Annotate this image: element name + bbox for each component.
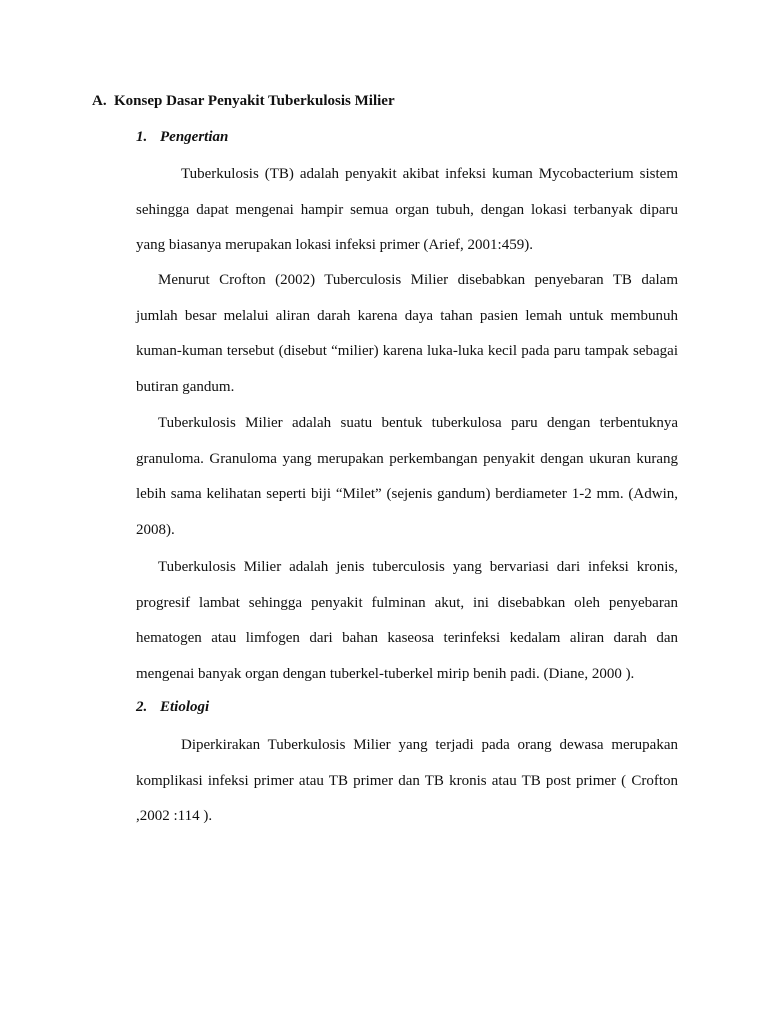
paragraph-etiologi-1 — [136, 735, 678, 842]
text-line: mengenai banyak organ dengan tuberkel-tuberkel mirip benih padi. (Diane, 2000 ). — [136, 665, 635, 682]
text-line: jumlah besar melalui aliran darah karena daya tahan pasien lemah untuk membunuh — [136, 307, 678, 324]
subsection-heading-pengertian — [136, 129, 228, 146]
text-line: butiran gandum. — [136, 378, 235, 395]
paragraph-pengertian-1 — [136, 164, 678, 271]
text-line: ,2002 :114 ). — [136, 808, 213, 824]
paragraph-pengertian-4 — [136, 557, 678, 699]
text-line: progresif lambat sehingga penyakit fulminan akut, ini disebabkan oleh penyebaran — [136, 594, 678, 611]
paragraph-pengertian-2 — [136, 270, 678, 412]
text-line: komplikasi infeksi primer atau TB primer dan TB kronis atau TB post primer ( Crofton — [136, 772, 678, 789]
text-line: Menurut Crofton (2002) Tuberculosis Milier disebabkan penyebaran TB dalam — [158, 272, 678, 288]
text-line: lebih sama kelihatan seperti biji “Milet” (sejenis gandum) berdiameter 1-2 mm. (Adwin, — [136, 486, 678, 502]
text-line: Tuberkulosis Milier adalah jenis tuberculosis yang bervariasi dari infeksi kronis, — [158, 559, 678, 575]
text-line: yang biasanya merupakan lokasi infeksi primer (Arief, 2001:459). — [136, 237, 533, 253]
subsection-title: Etiologi — [160, 699, 210, 715]
text-line: granuloma. Granuloma yang merupakan perkembangan penyakit dengan ukuran kurang — [136, 450, 678, 467]
text-line: hematogen atau limfogen dari bahan kaseosa terinfeksi kedalam aliran darah dan — [136, 630, 678, 646]
section-heading — [92, 93, 395, 110]
text-line: sehingga dapat mengenai hampir semua organ tubuh, dengan lokasi terbanyak diparu — [136, 201, 678, 218]
paragraph-pengertian-3 — [136, 413, 678, 555]
section-label: A. — [92, 93, 107, 109]
subsection-title: Pengertian — [160, 129, 229, 145]
subsection-number: 1. — [136, 129, 148, 145]
subsection-heading-etiologi — [136, 699, 209, 716]
text-line: Diperkirakan Tuberkulosis Milier yang terjadi pada orang dewasa merupakan — [181, 737, 678, 753]
text-line: 2008). — [136, 521, 175, 538]
subsection-number: 2. — [136, 699, 148, 715]
text-line: Tuberkulosis (TB) adalah penyakit akibat infeksi kuman Mycobacterium sistem — [181, 166, 678, 182]
text-line: kuman-kuman tersebut (disebut “milier) karena luka-luka kecil pada paru tampak sebagai — [136, 343, 678, 359]
section-title: Konsep Dasar Penyakit Tuberkulosis Milier — [114, 93, 395, 109]
text-line: Tuberkulosis Milier adalah suatu bentuk tuberkulosa paru dengan terbentuknya — [158, 415, 678, 431]
